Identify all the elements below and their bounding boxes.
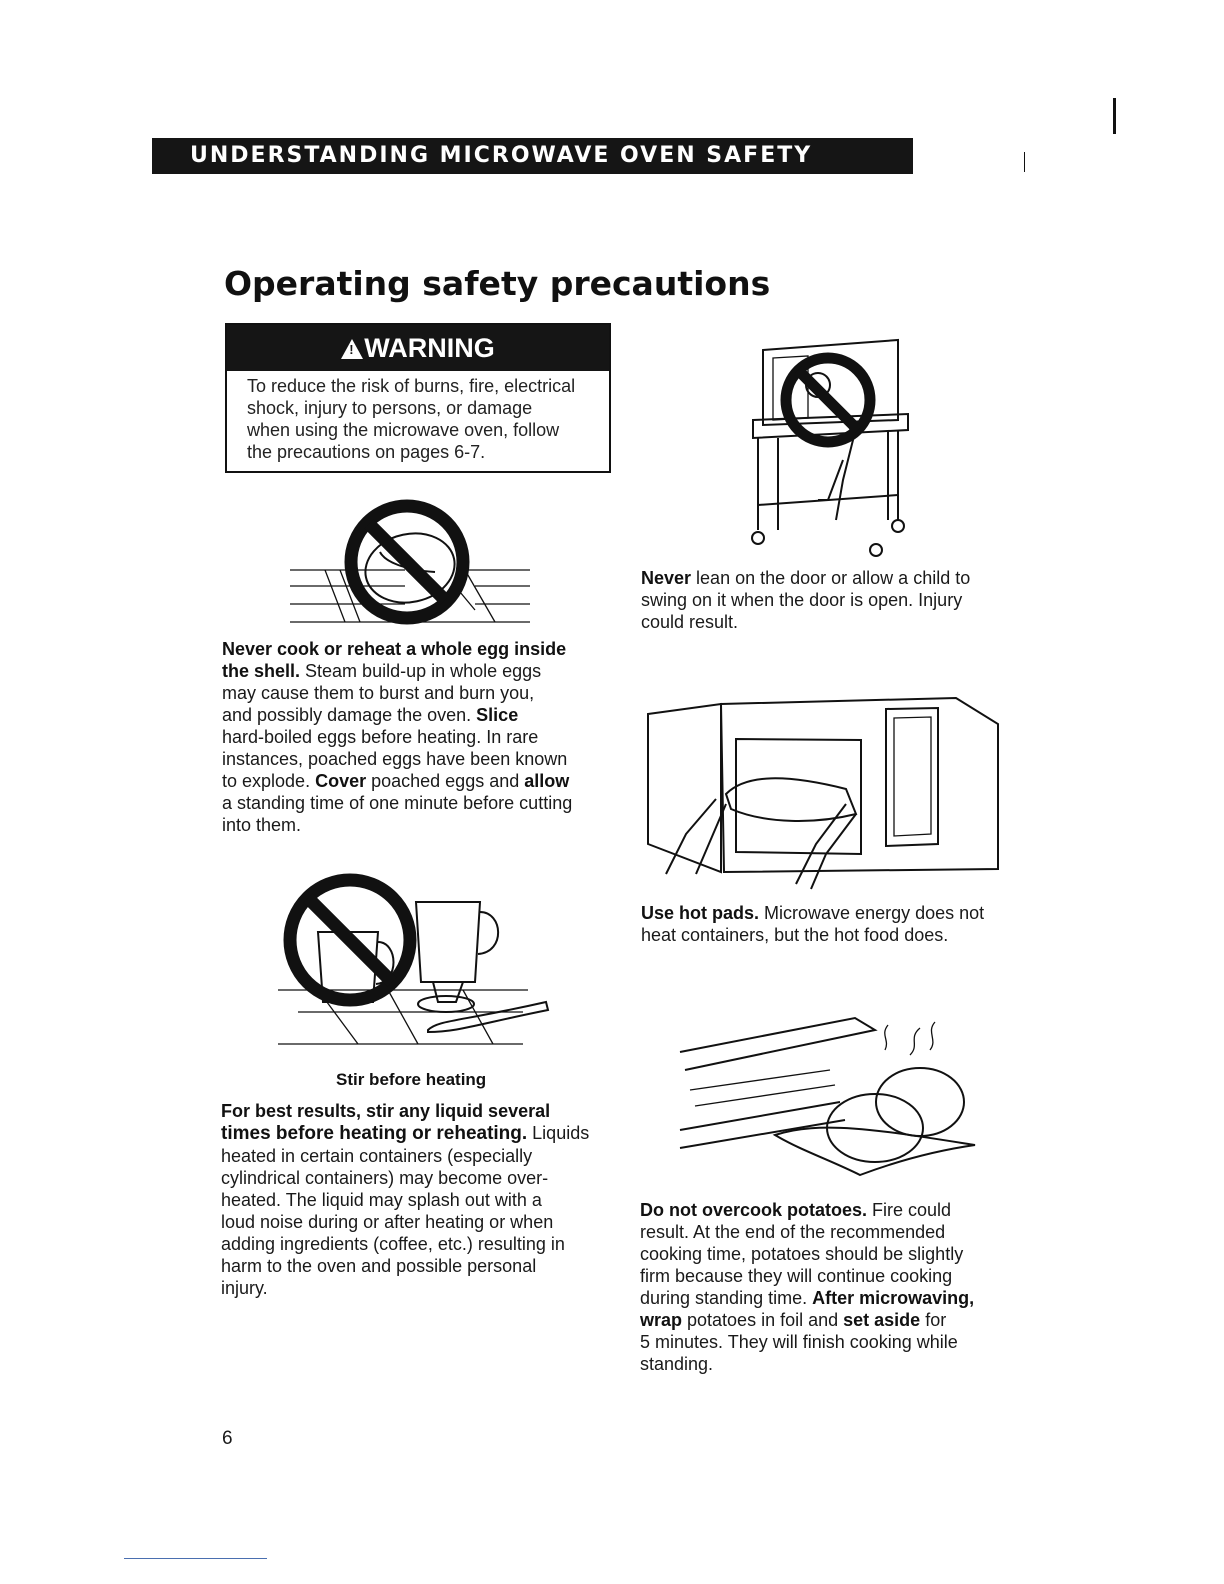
egg-instructions: Never cook or reheat a whole egg inside the shell. Steam build-up in whole eggs may cause them to burst and burn you, and possibly damage the oven. Slice hard-boiled eggs before heating. In rare instances, poached eggs have been known to explode. Cover poached eggs and allow a standing time of one minute before cutting into them. (222, 639, 573, 835)
potatoes-illustration (680, 1010, 980, 1180)
mug-illustration (278, 872, 553, 1050)
door-instructions: Never lean on the door or allow a child to swing on it when the door is open. Injury could result. (641, 568, 971, 632)
bottom-rule (124, 1558, 267, 1559)
section-banner: UNDERSTANDING MICROWAVE OVEN SAFETY (152, 138, 913, 174)
warning-box (225, 323, 611, 473)
stir-caption: Stir before heating (336, 1070, 487, 1089)
edge-mark (1113, 98, 1116, 134)
egg-illustration (285, 500, 545, 630)
prohibited-circle-icon (786, 358, 870, 442)
page-title: Operating safety precautions (224, 264, 771, 303)
potatoes-instructions: Do not overcook potatoes. Fire could result. At the end of the recommended cooking time, potatoes should be slightly firm because they will continue cooking during standing time. After microwaving, wrap potatoes in foil and set aside for 5 minutes. They will finish cooking while standing. (640, 1200, 975, 1374)
warning-triangle-icon (341, 339, 363, 359)
edge-mark (1024, 152, 1025, 172)
warning-text: To reduce the risk of burns, fire, electrical shock, injury to persons, or damage when using the microwave oven, follow the precautions on pages 6-7. (247, 376, 576, 462)
warning-heading: !WARNING (227, 325, 609, 371)
page-number: 6 (222, 1428, 233, 1449)
hotpads-instructions: Use hot pads. Microwave energy does not heat containers, but the hot food does. (641, 903, 985, 945)
stir-instructions: For best results, stir any liquid several times before heating or reheating. Liquids heated in certain containers (especially cylindrical containers) may become over- heated. The liquid may splash out with a loud noise during or after heating or when adding ingredients (coffee, etc.) resulting in harm to the oven and possible personal injury. (221, 1101, 590, 1298)
child-door-illustration (748, 330, 918, 560)
microwave-hands-illustration (646, 694, 1006, 894)
prohibited-circle-icon (290, 880, 410, 1000)
